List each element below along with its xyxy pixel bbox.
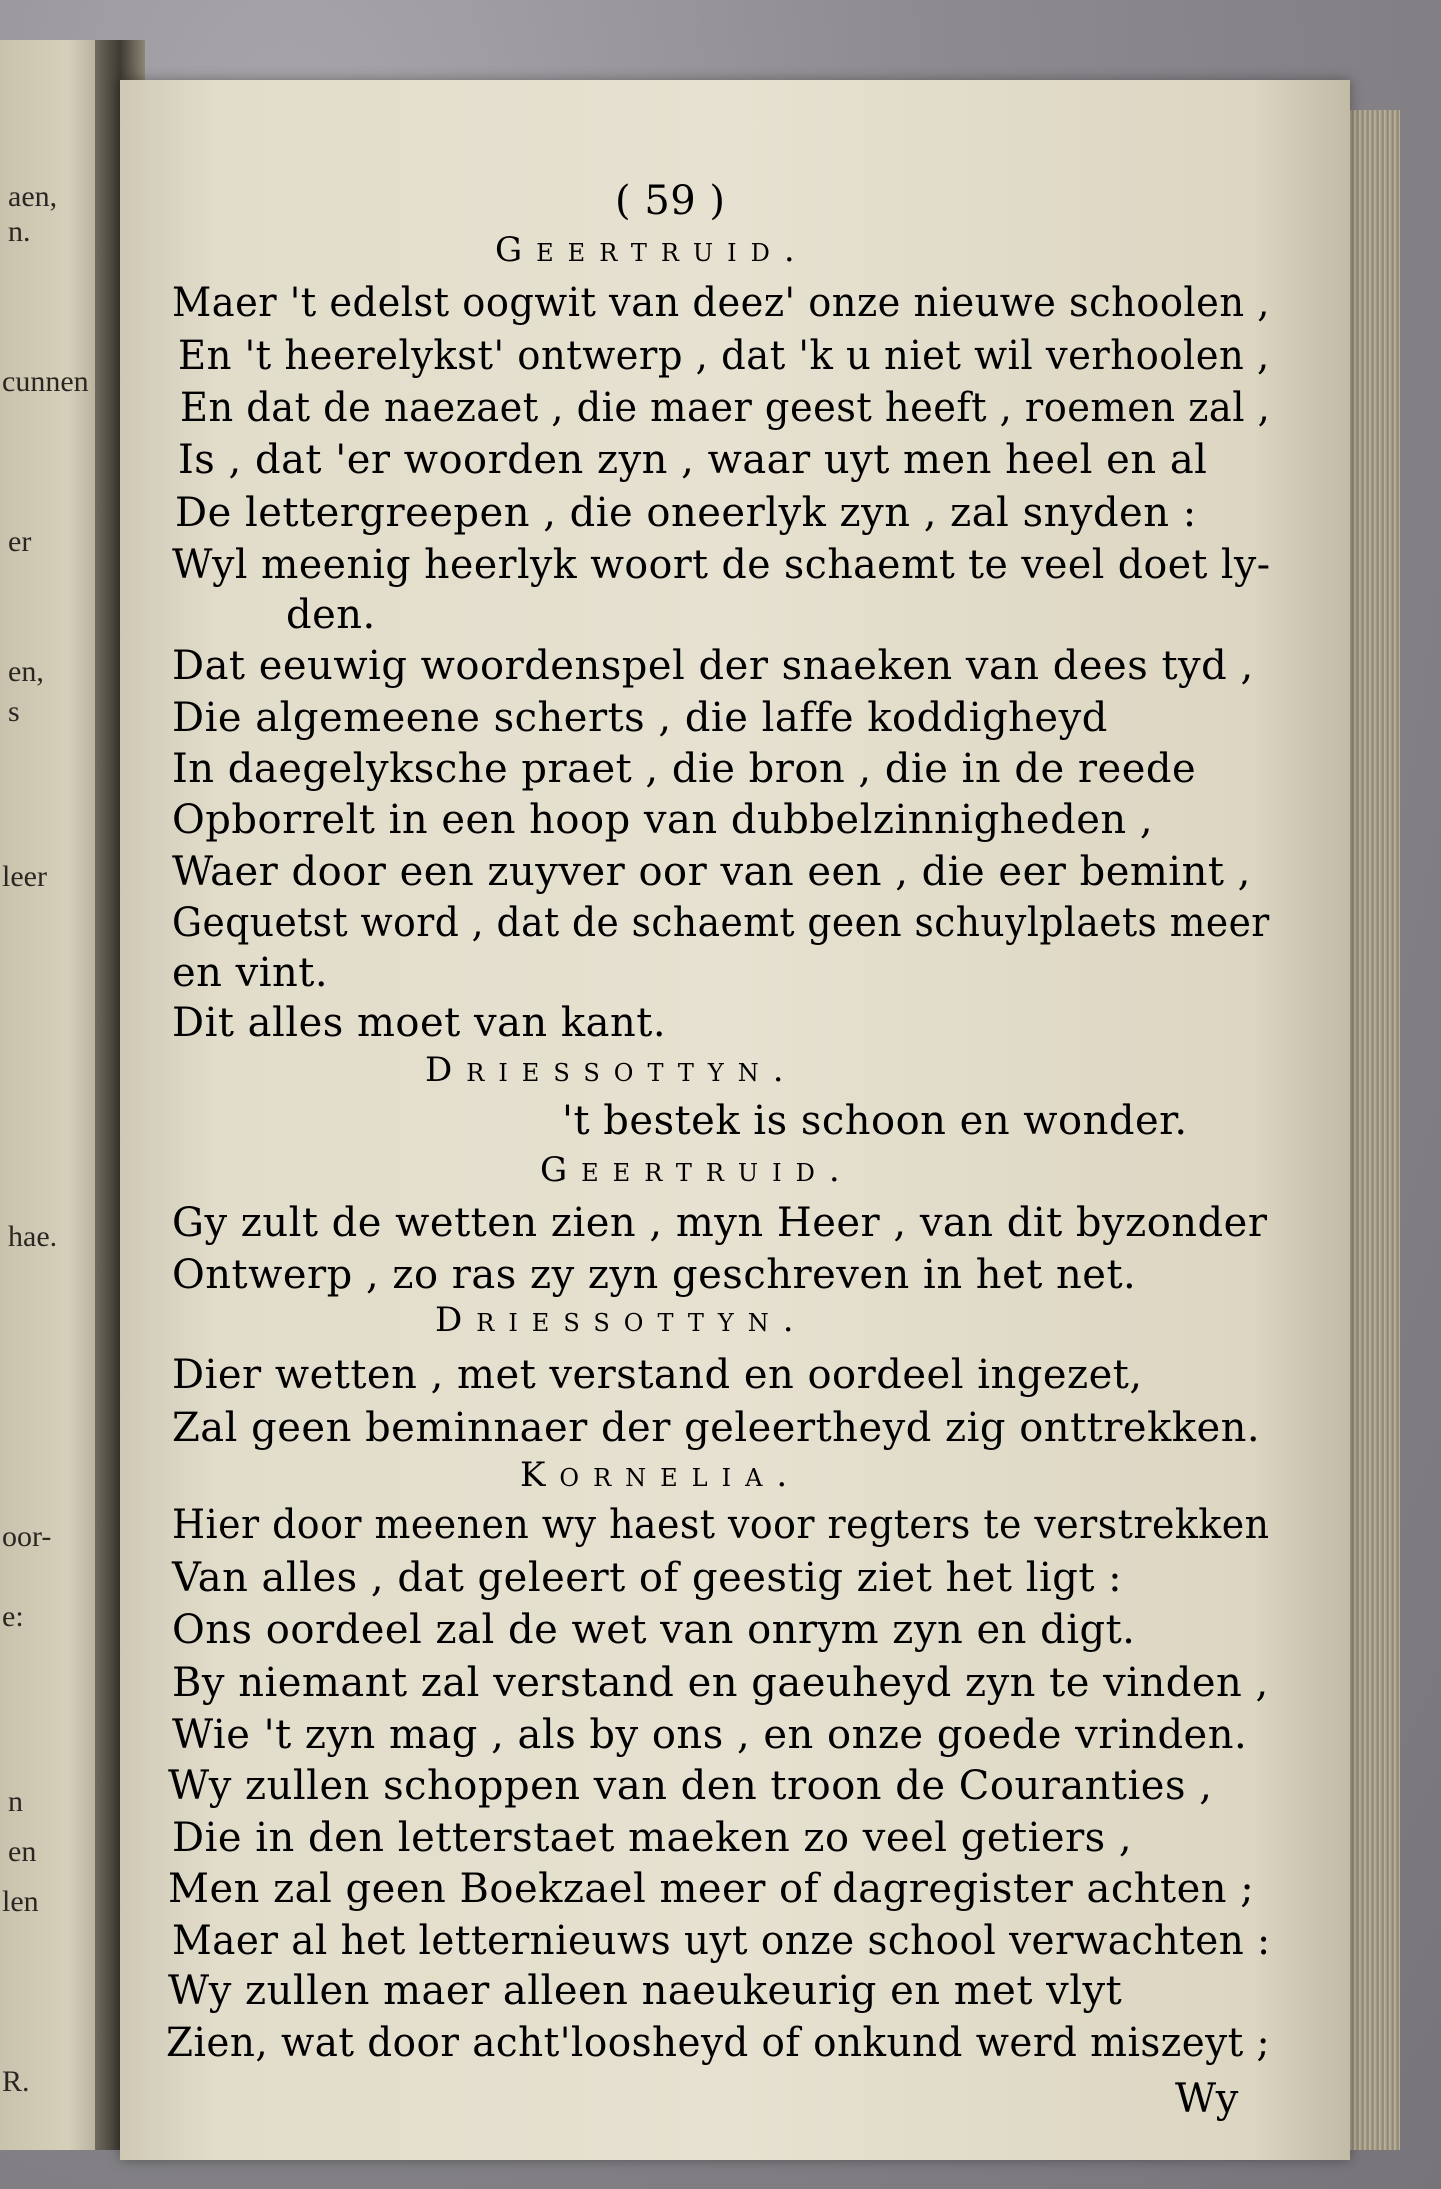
verse-line: Gequetst word , dat de schaemt geen schuylplaets meer: [172, 900, 1270, 946]
left-fragment: leer: [2, 860, 47, 893]
verse-line: By niemant zal verstand en gaeuheyd zyn te vinden ,: [172, 1660, 1269, 1706]
speaker-heading: Driessottyn.: [435, 1300, 808, 1340]
left-fragment: s: [8, 695, 20, 728]
left-fragment: cunnen: [2, 365, 89, 398]
verse-line: den.: [286, 592, 376, 638]
left-fragment: len: [2, 1885, 39, 1918]
speaker-heading: Kornelia.: [520, 1455, 802, 1495]
left-fragment: er: [8, 525, 32, 558]
verse-line: Die algemeene scherts , die laffe koddigheyd: [172, 695, 1108, 741]
verse-line: Opborrelt in een hoop van dubbelzinnigheden ,: [172, 797, 1154, 843]
verse-line: Maer al het letternieuws uyt onze school verwachten :: [172, 1918, 1271, 1964]
left-fragment: oor-: [2, 1520, 52, 1553]
verse-line: Zal geen beminnaer der geleertheyd zig onttrekken.: [172, 1405, 1261, 1451]
verse-line: Wie 't zyn mag , als by ons , en onze goede vrinden.: [172, 1712, 1248, 1758]
verse-line: Zien, wat door acht'loosheyd of onkund werd miszeyt ;: [166, 2020, 1271, 2066]
verse-line: Ons oordeel zal de wet van onrym zyn en digt.: [172, 1607, 1136, 1653]
verse-line: Dat eeuwig woordenspel der snaeken van dees tyd ,: [172, 643, 1254, 689]
verse-line: De lettergreepen , die oneerlyk zyn , zal snyden :: [175, 490, 1197, 536]
verse-line: en vint.: [172, 950, 329, 996]
verse-line: Wy zullen maer alleen naeukeurig en met vlyt: [168, 1968, 1123, 2014]
speaker-heading: Geertruid.: [540, 1150, 854, 1190]
speaker-heading: Driessottyn.: [425, 1050, 798, 1090]
verse-line: Gy zult de wetten zien , myn Heer , van dit byzonder: [172, 1200, 1268, 1246]
verse-line: Wyl meenig heerlyk woort de schaemt te veel doet ly-: [172, 542, 1271, 588]
page-number: ( 59 ): [615, 178, 726, 224]
verse-line: Die in den letterstaet maeken zo veel getiers ,: [172, 1815, 1133, 1861]
verse-line: Waer door een zuyver oor van een , die eer bemint ,: [172, 849, 1251, 895]
verse-line: Hier door meenen wy haest voor regters te verstrekken: [172, 1502, 1270, 1548]
verse-line: Is , dat 'er woorden zyn , waar uyt men heel en al: [178, 437, 1208, 483]
left-fragment: en,: [8, 655, 44, 688]
verse-line: Dit alles moet van kant.: [172, 1000, 667, 1046]
left-fragment: R.: [2, 2065, 30, 2098]
left-fragment: n.: [8, 215, 31, 248]
verse-line: In daegelyksche praet , die bron , die in de reede: [172, 746, 1197, 792]
verse-line: Ontwerp , zo ras zy zyn geschreven in het net.: [172, 1252, 1137, 1298]
verse-line: Men zal geen Boekzael meer of dagregister achten ;: [168, 1866, 1255, 1912]
verse-line: 't bestek is schoon en wonder.: [562, 1098, 1188, 1144]
verse-line: Maer 't edelst oogwit van deez' onze nieuwe schoolen ,: [172, 280, 1270, 326]
catchword: Wy: [1175, 2076, 1239, 2122]
left-fragment: en: [8, 1835, 37, 1868]
left-fragment: n: [8, 1785, 23, 1818]
verse-line: Wy zullen schoppen van den troon de Couranties ,: [168, 1763, 1213, 1809]
verse-line: Dier wetten , met verstand en oordeel ingezet,: [172, 1352, 1143, 1398]
verse-line: Van alles , dat geleert of geestig ziet het ligt :: [172, 1555, 1123, 1601]
left-fragment: aen,: [8, 180, 58, 213]
verse-line: En dat de naezaet , die maer geest heeft , roemen zal ,: [180, 385, 1271, 431]
speaker-heading: Geertruid.: [495, 230, 809, 270]
verse-line: En 't heerelykst' ontwerp , dat 'k u niet wil verhoolen ,: [178, 333, 1270, 379]
left-fragment: hae.: [8, 1220, 58, 1253]
left-fragment: e:: [2, 1600, 24, 1633]
